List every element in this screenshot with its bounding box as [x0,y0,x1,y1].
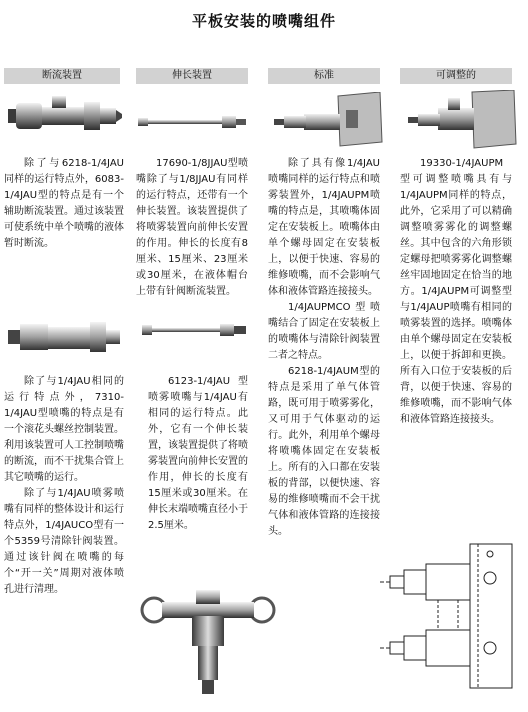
shutoff-description-2 [4,374,124,598]
adjustable-paragraph-1: 19330-1/4JAUPM型可调整喷嘴具有与1/4JAUPM同样的特点，此外，它采用了可以精确调整喷雾雾化的调整螺丝。其中包含的六角形锁定螺母把喷雾雾化调整螺丝牢固地固定在恰当的地方。1/4JAUPM可调整型与1/4JAUP喷嘴有相同的喷雾装置的选择。喷嘴体由单个螺母固定在安装板上，以便于拆卸和更换。所有入口位于安装板的后背，以便于快速、容易的维修喷嘴，而不影响气体和液体管路连接接头。 [400,158,512,425]
standard-paragraph-3: 6218-1/4JAUM型的特点是采用了单气体管路，既可用于喷雾雾化，又可用于气体驱动的运行。此外，利用单个螺母将喷嘴体固定在安装板上。所有的入口都在安装板的背部，以便快速、容易的维修喷嘴而不会干扰气体和液体管路的连接接头。 [268,366,380,537]
heading-standard: 标准 [268,68,380,84]
shutoff-description [4,156,124,252]
extension-description [136,156,248,300]
shutoff-paragraph-1: 除了与6218-1/4JAU同样的运行特点外，6083-1/4JAU型的特点是有一个辅助断流装置。通过该装置可使系统中单个喷嘴的液体暂时断流。 [4,158,124,249]
standard-paragraph-2: 1/4JAUPMCO型喷嘴结合了固定在安装板上的喷嘴体与清除针阀装置二者之特点。 [268,302,380,361]
shutoff-paragraph-3: 除了与1/4JAU喷雾喷嘴有同样的整体设计和运行特点外，1/4JAUCO型有一个5359号清除针阀装置。通过该针阀在喷嘴的每个“开一关”周期对液体喷孔进行清理。 [4,488,124,595]
shutoff-paragraph-2: 除了与1/4JAU相同的运行特点外，7310-1/4JAU型喷嘴的特点是有一个滚花头螺丝控制装置。利用该装置可人工控制喷嘴的断流，而不干扰集合管上其它喷嘴的运行。 [4,376,124,483]
adjustable-description [400,156,512,428]
standard-description [268,156,380,540]
extension-description-2 [148,374,248,534]
standard-nozzle-image [268,92,384,148]
shutoff-nozzle-image [6,90,124,140]
adjustable-nozzle-image [398,90,518,150]
heading-adjustable: 可调整的 [400,68,512,84]
manifold-assembly-image [140,588,276,700]
long-extension-nozzle-image [140,318,250,342]
extension-nozzle-image [136,110,250,134]
knurled-shutoff-nozzle-image [6,312,124,362]
page-title: 平板安装的喷嘴组件 [191,12,336,30]
extension-paragraph-2: 6123-1/4JAU型喷雾喷嘴与1/4JAU有相同的运行特点。此外，它有一个伸长装置，该装置提供了将喷雾装置向前伸长安置的作用，伸长的长度有15厘米或30厘米。在伸长末端喷嘴直径小于2.5厘米。 [148,376,248,531]
heading-extension: 伸长装置 [136,68,248,84]
heading-shutoff: 断流装置 [4,68,120,84]
technical-drawing-image [378,540,526,700]
extension-paragraph-1: 17690-1/8JJAU型喷嘴除了与1/8JJAU有同样的运行特点，还带有一个伸长装置。该装置提供了将喷雾装置向前伸长安置的作用。伸长的长度有8厘米、15厘米、23厘米或30厘米，在液体帽台上带有针阀断流装置。 [136,158,248,297]
standard-paragraph-1: 除了具有像1/4JAU喷嘴同样的运行特点和喷雾装置外，1/4JAUPM喷嘴的特点是，其喷嘴体固定在安装板上。喷嘴体由单个螺母固定在安装板上，以便于快速、容易的维修喷嘴，而不会影响气体和液体管路连接接头。 [268,158,380,297]
